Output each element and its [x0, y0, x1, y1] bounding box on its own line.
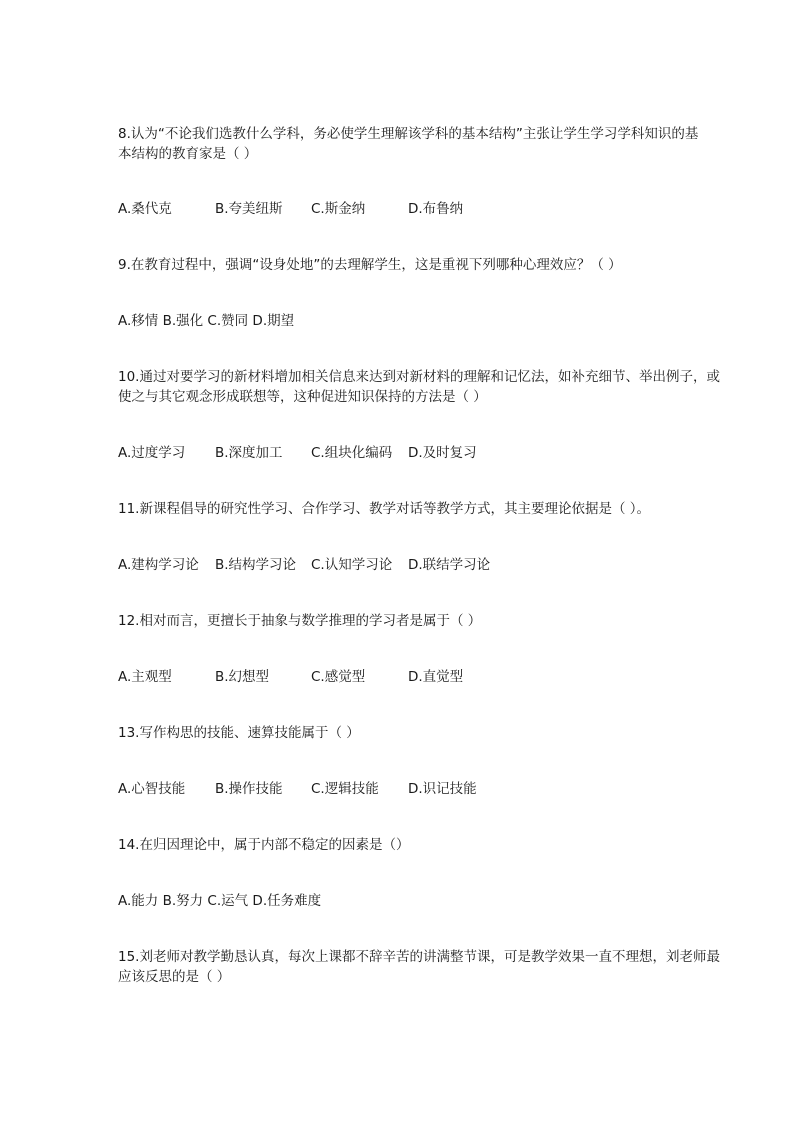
- question-11-option-d: D.联结学习论: [408, 557, 491, 573]
- question-13-option-d: D.识记技能: [408, 781, 477, 797]
- question-8-option-d: D.布鲁纳: [408, 201, 464, 217]
- question-11-stem-line-1: 11.新课程倡导的研究性学习、合作学习、教学对话等教学方式，其主要理论依据是（ ）。: [118, 501, 651, 517]
- question-12-option-d: D.直觉型: [408, 669, 464, 685]
- question-14-stem-line-1: 14.在归因理论中，属于内部不稳定的因素是（）: [118, 837, 410, 853]
- question-12-options: [118, 667, 463, 687]
- question-11-option-a: A.建构学习论: [118, 557, 199, 573]
- question-11-options: [118, 555, 490, 575]
- question-10-option-c: C.组块化编码: [311, 445, 393, 461]
- question-10-option-a: A.过度学习: [118, 445, 186, 461]
- question-13-option-b: B.操作技能: [215, 781, 283, 797]
- question-8-option-c: C.斯金纳: [311, 201, 366, 217]
- question-13-option-c: C.逻辑技能: [311, 781, 379, 797]
- question-11-option-b: B.结构学习论: [215, 557, 297, 573]
- question-15-stem-line-1: 15.刘老师对教学勤恳认真，每次上课都不辞辛苦的讲满整节课，可是教学效果一直不理想，刘老师最: [118, 949, 720, 965]
- question-12-option-c: C.感觉型: [311, 669, 366, 685]
- question-15-stem-line-2: 应该反思的是（ ）: [118, 969, 231, 985]
- question-9-options: A.移情 B.强化 C.赞同 D.期望: [118, 313, 295, 329]
- question-10-option-b: B.深度加工: [215, 445, 283, 461]
- question-9-stem-line-1: 9.在教育过程中，强调“设身处地”的去理解学生，这是重视下列哪种心理效应？（ ）: [118, 257, 622, 273]
- question-10-stem-line-2: 使之与其它观念形成联想等，这种促进知识保持的方法是（ ）: [118, 389, 487, 405]
- question-8-stem-line-1: 8.认为“不论我们选教什么学科，务必使学生理解该学科的基本结构”主张让学生学习学科知识的基: [118, 126, 699, 142]
- question-12-option-a: A.主观型: [118, 669, 172, 685]
- question-8-stem-line-2: 本结构的教育家是（ ）: [118, 146, 258, 162]
- question-13-option-a: A.心智技能: [118, 781, 186, 797]
- question-8-options: [118, 199, 463, 219]
- question-12-stem-line-1: 12.相对而言，更擅长于抽象与数学推理的学习者是属于（ ）: [118, 613, 482, 629]
- question-14-options: A.能力 B.努力 C.运气 D.任务难度: [118, 893, 322, 909]
- question-13-options: [118, 779, 477, 799]
- question-10-stem-line-1: 10.通过对要学习的新材料增加相关信息来达到对新材料的理解和记忆法，如补充细节、举出例子，或: [118, 369, 720, 385]
- question-11-option-c: C.认知学习论: [311, 557, 393, 573]
- question-8-option-b: B.夸美纽斯: [215, 201, 283, 217]
- question-8-option-a: A.桑代克: [118, 201, 172, 217]
- question-10-option-d: D.及时复习: [408, 445, 477, 461]
- question-10-options: [118, 443, 477, 463]
- question-12-option-b: B.幻想型: [215, 669, 270, 685]
- question-13-stem-line-1: 13.写作构思的技能、速算技能属于（ ）: [118, 725, 360, 741]
